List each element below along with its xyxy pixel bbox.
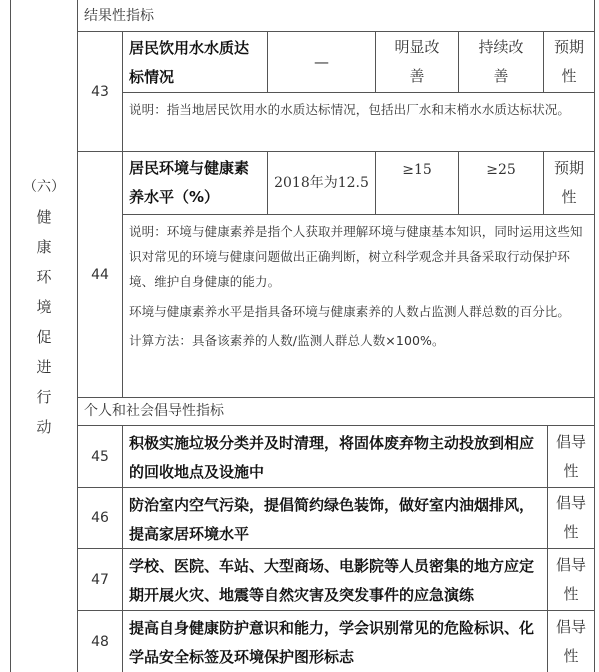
row-number: 43: [91, 83, 109, 100]
advocacy-text: 积极实施垃圾分类并及时清理，将固体废弃物主动投放到相应的回收地点及设施中: [129, 434, 535, 481]
target-2030: ≥25: [486, 161, 516, 178]
category-char: 行: [36, 388, 52, 406]
indicator-name: 居民饮用水水质达标情况: [129, 39, 250, 86]
section-heading-outcome: 结果性指标: [84, 8, 154, 24]
category-char: 环: [36, 268, 52, 286]
row-number: 48: [91, 633, 109, 650]
note-text: 说明：指当地居民饮用水的水质达标情况，包括出厂水和末梢水水质达标状况。: [129, 102, 571, 117]
note-text: 计算方法：具备该素养的人数/监测人群总人数×100%。: [129, 333, 445, 348]
baseline-value: 2018年为12.5: [274, 174, 369, 191]
indicator-type: 预期性: [553, 38, 584, 85]
target-2030: 持续改善: [478, 38, 524, 85]
row-number: 44: [91, 266, 109, 283]
indicator-note: [123, 93, 594, 151]
note-text: 环境与健康素养水平是指具备环境与健康素养的人数占监测人群总数的百分比。: [129, 304, 571, 319]
indicator-type: 倡导性: [555, 432, 586, 480]
section-heading-advocacy: 个人和社会倡导性指标: [84, 403, 224, 419]
indicator-name: 居民环境与健康素养水平（%）: [129, 159, 250, 206]
indicator-type: 预期性: [553, 159, 584, 206]
advocacy-text: 提高自身健康防护意识和能力，学会识别常见的危险标识、化学品安全标签及环境保护图形标志: [129, 619, 535, 666]
target-2022: 明显改善: [394, 38, 440, 85]
category-char: 进: [36, 358, 52, 376]
target-2022: ≥15: [402, 161, 432, 178]
category-char: 促: [36, 328, 52, 346]
category-number: （六）: [23, 179, 65, 195]
indicator-type: 倡导性: [555, 555, 586, 603]
advocacy-text: 学校、医院、车站、大型商场、电影院等人员密集的地方应定期开展火灾、地震等自然灾害及突发事件的应急演练: [129, 557, 535, 604]
row-divider: [78, 397, 594, 398]
indicator-note: [123, 215, 594, 397]
category-char: 康: [36, 238, 52, 256]
baseline-value: —: [314, 52, 329, 71]
row-number: 47: [91, 571, 109, 588]
table-border-right: [594, 0, 595, 672]
category-char: 境: [36, 298, 52, 316]
row-number: 46: [91, 510, 109, 526]
indicator-type: 倡导性: [555, 617, 586, 665]
category-char: 动: [36, 418, 52, 436]
advocacy-text: 防治室内空气污染，提倡简约绿色装饰，做好室内油烟排风，提高家居环境水平: [129, 496, 535, 543]
category-char: 健: [36, 208, 52, 226]
row-number: 45: [91, 448, 109, 465]
indicator-type: 倡导性: [555, 494, 586, 541]
note-text: 说明：环境与健康素养是指个人获取并理解环境与健康基本知识，同时运用这些知识对常见的环境与健康问题做出正确判断，树立科学观念并具备采取行动保护环境、维护自身健康的能力。: [129, 224, 583, 289]
category-cell: [11, 172, 77, 442]
